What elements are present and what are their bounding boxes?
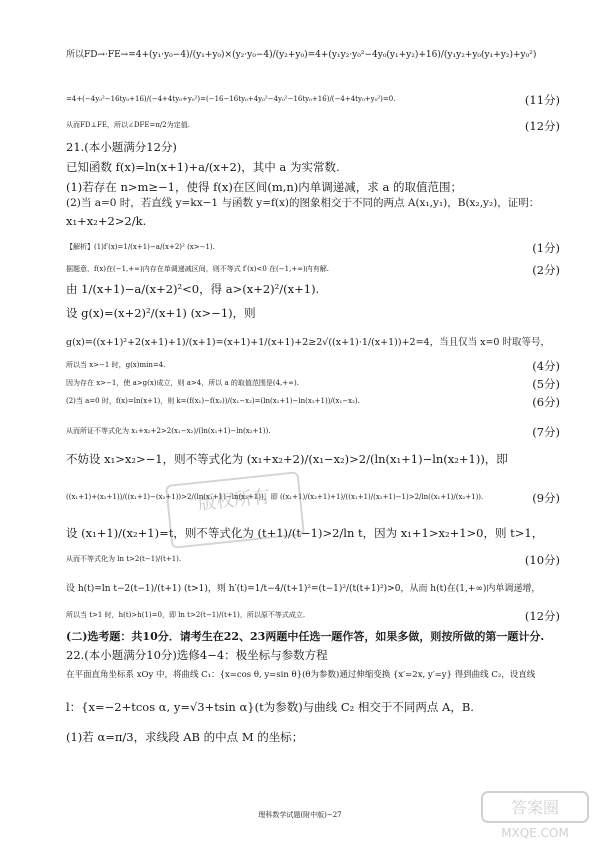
text-line: (二)选考题：共10分．请考生在22、23两题中任选一题作答，如果多做，则按所做的第一题计分.	[66, 630, 545, 643]
text-line: x₁+x₂+2>2/k.	[66, 214, 147, 228]
text-line: 所以FD→·FE→=4+(y₁·y₀−4)/(y₁+y₀)×(y₂·y₀−4)/(y₂+y₀)=4+(y₁y₂·y₀²−4y₀(y₁+y₂)+16)/(y₁y₂+y₀(y₁+y₂)+y₀²)	[66, 50, 537, 60]
score-mark: (7分)	[532, 425, 560, 439]
text-line: 所以当 t>1 时，h(t)>h(1)=0，即 ln t>2(t−1)/(t+1)，所以原不等式成立.	[66, 611, 306, 619]
text-line: 在平面直角坐标系 xOy 中，将曲线 C₁：{x=cos θ, y=sin θ}(θ为参数)通过伸缩变换 {x′=2x, y′=y} 得到曲线 C₂，设直线	[66, 670, 536, 680]
svg-text:答案圈: 答案圈	[510, 798, 560, 817]
score-mark: (4分)	[532, 359, 560, 373]
score-mark: (2分)	[532, 263, 560, 277]
score-mark: (5分)	[532, 377, 560, 391]
text-line: 21.(本小题满分12分)	[66, 140, 177, 154]
text-line: 不妨设 x₁>x₂>−1，则不等式化为 (x₁+x₂+2)/(x₁−x₂)>2/(ln(x₁+1)−ln(x₂+1))，即	[66, 452, 508, 466]
text-line: 设 g(x)=(x+2)²/(x+1) (x>−1)，则	[66, 306, 256, 320]
copyright-stamp: 版权所有	[165, 471, 305, 549]
score-mark: (11分)	[524, 93, 560, 107]
score-mark: (10分)	[524, 553, 560, 567]
text-line: l：{x=−2+tcos α, y=√3+tsin α}(t为参数)与曲线 C₂ 相交于不同两点 A，B.	[66, 700, 474, 714]
text-line: (2)当 a=0 时，若直线 y=kx−1 与函数 y=f(x)的图象相交于不同的两点 A(x₁,y₁)，B(x₂,y₂)，证明：	[66, 197, 540, 209]
text-line: 据题意，f(x)在(−1,+∞)内存在单调递减区间，则不等式 f′(x)<0 在(−1,+∞)内有解.	[66, 265, 329, 273]
score-mark: (12分)	[524, 119, 560, 133]
score-mark: (6分)	[532, 395, 560, 409]
text-line: (2)当 a=0 时，f(x)=ln(x+1)，则 k=(f(x₁)−f(x₂))/(x₁−x₂)=(ln(x₁+1)−ln(x₂+1))/(x₁−x₂).	[66, 397, 360, 405]
watermark-logo	[480, 790, 590, 842]
text-line: 22.(本小题满分10分)选修4−4：极坐标与参数方程	[66, 648, 328, 662]
text-line: 设 (x₁+1)/(x₂+1)=t，则不等式化为 (t+1)/(t−1)>2/ln t，因为 x₁+1>x₂+1>0，则 t>1，	[66, 526, 544, 540]
text-line: 【解析】(1)f′(x)=1/(x+1)−a/(x+2)² (x>−1).	[66, 243, 215, 251]
page-footer: 理科数学试题(附中版)−27	[258, 811, 342, 819]
text-line: g(x)=((x+1)²+2(x+1)+1)/(x+1)=(x+1)+1/(x+1)+2≥2√((x+1)·1/(x+1))+2=4，当且仅当 x=0 时取等号，	[66, 337, 550, 348]
text-line: ((x₁+1)+(x₂+1))/((x₁+1)−(x₂+1))>2/(ln(x₁+1)−ln(x₂+1))，即 ((x₁+1)/(x₂+1)+1)/((x₁+1)/(x₂+1)−1)>2/ln((x₁+1)/(x₂+1)).	[66, 493, 484, 501]
svg-text:MXQE.COM: MXQE.COM	[501, 826, 569, 840]
text-line: 由 1/(x+1)−a/(x+2)²<0，得 a>(x+2)²/(x+1).	[66, 282, 320, 296]
text-line: 从而FD⊥FE，所以∠DFE=π/2为定值.	[66, 121, 190, 129]
text-line: 设 h(t)=ln t−2(t−1)/(t+1) (t>1)，则 h′(t)=1/t−4/(t+1)²=(t−1)²/(t(t+1)²)>0，从而 h(t)在(1,+∞)内单调递增，	[66, 584, 541, 594]
text-line: 已知函数 f(x)=ln(x+1)+a/(x+2)，其中 a 为实常数.	[66, 160, 340, 174]
text-line: 所以当 x>−1 时，g(x)min=4.	[66, 361, 166, 369]
score-mark: (9分)	[532, 491, 560, 505]
text-line: (1)若存在 n>m≥−1，使得 f(x)在区间(m,n)内单调递减，求 a 的取值范围；	[66, 180, 462, 194]
score-mark: (12分)	[524, 609, 560, 623]
text-line: 因为存在 x>−1，使 a>g(x)成立，则 a>4，所以 a 的取值范围是(4,+∞).	[66, 379, 299, 387]
text-line: 从而所证不等式化为 x₁+x₂+2>2(x₁−x₂)/(ln(x₁+1)−ln(x₂+1)).	[66, 427, 271, 435]
text-line: (1)若 α=π/3，求线段 AB 的中点 M 的坐标；	[66, 730, 304, 744]
score-mark: (1分)	[532, 241, 560, 255]
text-line: =4+(−4y₀²−16ty₀+16)/(−4+4ty₀+y₀²)=(−16−16ty₀+4y₀²−4y₀²−16ty₀+16)/(−4+4ty₀+y₀²)=0.	[66, 95, 396, 103]
text-line: 从而不等式化为 ln t>2(t−1)/(t+1).	[66, 555, 182, 563]
